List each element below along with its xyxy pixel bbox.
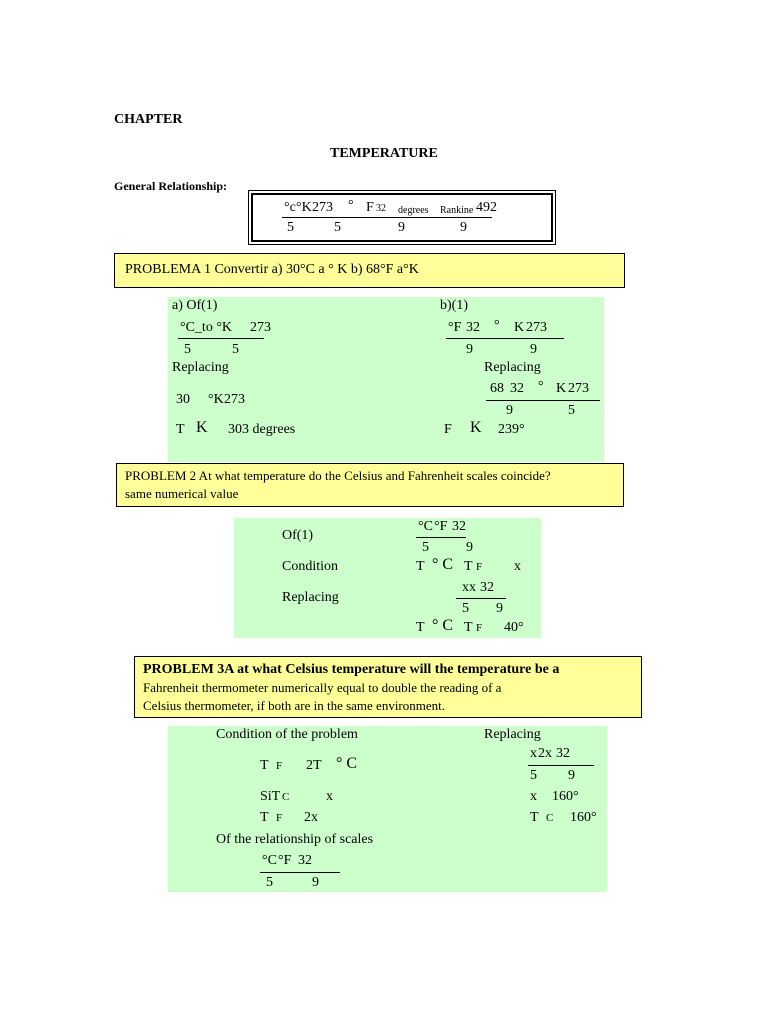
gr-c: °c — [284, 200, 296, 215]
p3-rel-bar — [260, 872, 340, 873]
p3-eq2-c: C — [282, 791, 290, 803]
p3-replacing-label: Replacing — [484, 727, 541, 742]
gr-degrees: degrees — [398, 205, 429, 216]
p1a-replacing: Replacing — [172, 360, 229, 375]
p1b-den-9a: 9 — [466, 342, 473, 357]
p3-rel-c: °C — [262, 853, 277, 868]
gr-den-9a: 9 — [398, 220, 405, 235]
p2-formula-32: 32 — [452, 519, 466, 534]
problem-2-heading-box — [116, 463, 624, 507]
p2-res-value: 40° — [504, 620, 524, 635]
p3-eq3-t: T — [260, 810, 269, 825]
p3-eq3-f: F — [276, 812, 283, 824]
p3-relationship-label: Of the relationship of scales — [216, 832, 374, 847]
problem-3a-heading: PROBLEM 3A at what Celsius temperature will the temperature be a — [143, 662, 560, 677]
gr-32: 32 — [376, 203, 386, 214]
p1b-result-k: K — [470, 419, 482, 436]
p1b-result-f: F — [444, 422, 452, 437]
p3-rel-32: 32 — [298, 853, 312, 868]
p2-condition-label: Condition — [282, 559, 339, 574]
p1a-den-5a: 5 — [184, 342, 191, 357]
p2-cond-c: ° C — [432, 556, 454, 573]
p1a-den-5b: 5 — [232, 342, 239, 357]
p1a-fraction-bar — [178, 338, 264, 339]
p1b-den-9b: 9 — [530, 342, 537, 357]
p1b-label: b)(1) — [440, 298, 468, 313]
p1b-k: K — [514, 320, 525, 335]
chapter-heading: CHAPTER — [114, 112, 183, 127]
problem-2-heading-line-2: same numerical value — [125, 486, 239, 501]
p2-replacing-label: Replacing — [282, 590, 339, 605]
gr-f: F — [366, 200, 374, 215]
problem-1-heading-box — [114, 253, 625, 288]
gr-k: °K — [296, 200, 312, 215]
p3-eq2: SiT — [260, 789, 281, 804]
gr-fraction-bar — [282, 217, 492, 218]
p1a-k: °K — [208, 392, 224, 407]
p1b-273b: 273 — [568, 381, 589, 396]
p2-rep-den-5: 5 — [462, 601, 469, 616]
p3-eq2-x: x — [326, 789, 333, 804]
p1a-result-value: 303 degrees — [228, 422, 296, 437]
p3-rep-bar — [528, 765, 594, 766]
gr-den-9b: 9 — [460, 220, 467, 235]
p2-rep-xx: xx — [462, 580, 476, 595]
gr-deg: ° — [348, 198, 354, 213]
p3-rep-32: 32 — [556, 746, 570, 761]
p2-formula-bar — [416, 537, 466, 538]
p3-eq1-f: F — [276, 760, 283, 772]
p1b-68: 68 — [490, 381, 504, 396]
p3-rep-result-value-2: 160° — [570, 810, 597, 825]
p2-rep-bar — [456, 598, 506, 599]
problem-2-heading-line-1: PROBLEM 2 At what temperature do the Celsius and Fahrenheit scales coincide? — [125, 468, 551, 483]
p1b-deg2: ° — [538, 379, 544, 394]
p2-res-c: ° C — [432, 617, 454, 634]
gr-rankine: Rankine — [440, 205, 474, 216]
p3-rep-x: x — [530, 746, 537, 761]
p3-eq1-c: ° C — [336, 755, 358, 772]
p1a-result-k: K — [196, 419, 208, 436]
p1b-32: 32 — [466, 320, 480, 335]
p1b-deg: ° — [494, 318, 500, 333]
p2-formula-f: °F — [434, 519, 448, 534]
p1b-k2: K — [556, 381, 567, 396]
p3-rel-den-9: 9 — [312, 875, 319, 890]
p1a-273b: 273 — [224, 392, 245, 407]
p1a-numerator: °C_to °K — [180, 320, 233, 335]
p1a-273: 273 — [250, 320, 271, 335]
p3-rep-den-5: 5 — [530, 768, 537, 783]
general-relationship-label: General Relationship: — [114, 179, 227, 193]
p3-rel-den-5: 5 — [266, 875, 273, 890]
p3-rep-result-t: T — [530, 810, 539, 825]
p3-rep-result-x: x — [530, 789, 537, 804]
problem-3a-heading-line-2: Fahrenheit thermometer numerically equal to double the reading of a — [143, 680, 502, 695]
p3-rep-result-value: 160° — [552, 789, 579, 804]
p2-rep-den-9: 9 — [496, 601, 503, 616]
p1b-fraction-bar — [446, 338, 564, 339]
p2-cond-t: T — [416, 559, 425, 574]
p2-res-tf: T — [464, 620, 473, 635]
p2-cond-f: F — [476, 561, 483, 573]
gr-den-5a: 5 — [287, 220, 294, 235]
p3-eq1-t: T — [260, 758, 269, 773]
p2-res-t: T — [416, 620, 425, 635]
gr-492: 492 — [476, 200, 497, 215]
problem-3a-heading-box — [134, 656, 642, 718]
p3-condition-label: Condition of the problem — [216, 727, 358, 742]
p2-formula-den-5: 5 — [422, 540, 429, 555]
p2-of1: Of(1) — [282, 528, 314, 543]
problem-1-heading: PROBLEMA 1 Convertir a) 30°C a ° K b) 68°F a°K — [125, 262, 419, 277]
p3-eq1-2t: 2T — [306, 758, 322, 773]
problem-2-solution-area — [234, 518, 541, 638]
p2-res-f: F — [476, 622, 483, 634]
p1b-den-9: 9 — [506, 403, 513, 418]
gr-273: 273 — [312, 200, 333, 215]
p1b-den-5: 5 — [568, 403, 575, 418]
p2-cond-x: x — [514, 559, 521, 574]
p1a-30: 30 — [176, 392, 190, 407]
gr-den-5b: 5 — [334, 220, 341, 235]
p2-rep-32: 32 — [480, 580, 494, 595]
problem-3a-heading-line-3: Celsius thermometer, if both are in the same environment. — [143, 698, 446, 713]
p2-formula-den-9: 9 — [466, 540, 473, 555]
page-title: TEMPERATURE — [330, 146, 438, 161]
p3-rep-2x: 2x — [538, 746, 552, 761]
p3-rep-result-c: C — [546, 812, 554, 824]
p1b-273: 273 — [526, 320, 547, 335]
p1b-result-value: 239° — [498, 422, 525, 437]
p3-eq3-2x: 2x — [304, 810, 318, 825]
p1a-label: a) Of(1) — [172, 298, 218, 313]
p2-cond-tf: T — [464, 559, 473, 574]
p1b-fraction-bar-2 — [486, 400, 600, 401]
p1b-f: °F — [448, 320, 462, 335]
p3-rel-f: °F — [278, 853, 292, 868]
p2-formula-c: °C — [418, 519, 433, 534]
p1b-replacing: Replacing — [484, 360, 541, 375]
p3-rep-den-9: 9 — [568, 768, 575, 783]
p1b-32b: 32 — [510, 381, 524, 396]
p1a-result-t: T — [176, 422, 185, 437]
